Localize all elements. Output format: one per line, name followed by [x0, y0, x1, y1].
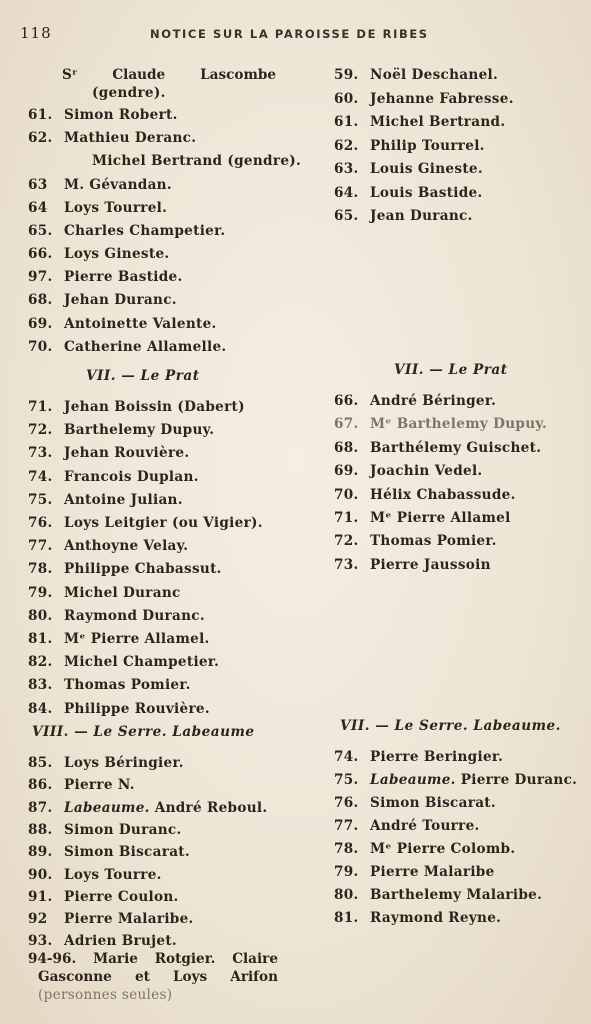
- entry-name: Simon Biscarat.: [370, 795, 496, 811]
- list-entry: [334, 113, 505, 131]
- entry-name: Philippe Rouvière.: [64, 700, 210, 717]
- entry-name: Francois Duplan.: [64, 468, 199, 485]
- entry-number: 76.: [28, 515, 53, 531]
- list-entry: [28, 910, 194, 928]
- word: Marie: [93, 951, 138, 967]
- entry-number: 71.: [28, 399, 53, 415]
- list-entry: [334, 392, 496, 410]
- section-heading: VII. — Le Prat: [86, 368, 200, 384]
- list-entry: [334, 509, 511, 527]
- entry-number: 80.: [28, 607, 53, 624]
- entry-name: Pierre Bastide.: [64, 269, 183, 285]
- entry-number: 72.: [28, 422, 53, 439]
- entry-name: Loys Tourre.: [64, 866, 162, 883]
- entry-name: Thomas Pomier.: [64, 677, 191, 694]
- entry-name: Mathieu Deranc.: [64, 130, 197, 146]
- word: Gasconne: [38, 969, 112, 985]
- list-entry: [334, 184, 483, 202]
- entry-number: 62.: [28, 130, 53, 146]
- entry-name: Noël Deschanel.: [370, 67, 499, 83]
- page-number: 118: [20, 24, 52, 42]
- entry-name: Antoinette Valente.: [64, 316, 217, 332]
- entry-number: 85.: [28, 755, 53, 771]
- entry-name: Loys Béringier.: [64, 755, 184, 771]
- list-entry: [334, 817, 480, 835]
- entry-number: 79.: [28, 584, 53, 601]
- word: Rotgier.: [154, 951, 216, 967]
- word: Claire: [232, 951, 278, 967]
- list-entry: [334, 748, 503, 766]
- entry-name: Thomas Pomier.: [370, 533, 497, 550]
- list-entry: [62, 66, 276, 84]
- entry-name: Loys Gineste.: [64, 246, 170, 262]
- entry-number: 75.: [28, 491, 53, 508]
- entry-name: Philip Tourrel.: [370, 137, 485, 154]
- word: et: [134, 969, 150, 985]
- entry-number: 75.: [334, 772, 359, 788]
- entry-number: 82.: [28, 654, 53, 671]
- entry-name: André Béringer.: [370, 393, 497, 409]
- entry-name: Simon Duranc.: [64, 821, 182, 838]
- entry-name: Loys Leitgier (ou Vigier).: [64, 515, 263, 531]
- entry-number: 68.: [334, 439, 359, 456]
- list-entry: [334, 439, 541, 457]
- section-heading: VII. — Le Serre. Labeaume.: [340, 718, 561, 734]
- list-entry: [28, 776, 135, 794]
- entry-number: 59.: [334, 67, 359, 83]
- entry-name: Mᵉ Barthelemy Dupuy.: [370, 416, 548, 433]
- entry-name: Michel Bertrand.: [370, 114, 506, 130]
- entry-number: 70.: [28, 339, 53, 355]
- entry-name: André Reboul.: [149, 799, 268, 816]
- running-title: NOTICE SUR LA PAROISSE DE RIBES: [150, 27, 429, 41]
- entry-number: 90.: [28, 866, 53, 883]
- list-entry: [334, 909, 501, 927]
- word: Sʳ: [62, 67, 78, 83]
- entry-number: 80.: [334, 887, 359, 903]
- entry-name: Adrien Brujet.: [64, 933, 177, 950]
- entry-name: Raymond Reyne.: [370, 910, 502, 926]
- entry-name: Raymond Duranc.: [64, 607, 205, 624]
- list-entry: [28, 584, 181, 602]
- list-entry: [28, 843, 190, 861]
- list-entry: [334, 462, 482, 480]
- entry-number: 65.: [28, 223, 53, 239]
- entry-name: Philippe Chabassut.: [64, 561, 222, 578]
- entry-name: Michel Bertrand (gendre).: [92, 153, 302, 169]
- entry-number: 60.: [334, 90, 359, 107]
- list-entry: [334, 794, 496, 812]
- list-entry: [334, 863, 495, 881]
- entry-name: Mᵉ Pierre Allamel.: [64, 631, 210, 647]
- entry-name: Louis Bastide.: [370, 184, 483, 201]
- entry-name: Loys Tourrel.: [64, 200, 168, 216]
- entry-name: [62, 66, 276, 84]
- entry-name: Michel Duranc: [64, 584, 181, 601]
- list-entry: [334, 532, 497, 550]
- entry-name: Pierre Duranc.: [455, 772, 578, 788]
- list-entry: [28, 176, 172, 194]
- entry-number: 78.: [28, 561, 53, 578]
- entry-name: Mᵉ Pierre Colomb.: [370, 841, 516, 857]
- list-entry: [28, 129, 196, 147]
- entry-name: Pierre Beringier.: [370, 749, 504, 765]
- entry-number: 74.: [28, 468, 53, 485]
- entry-name: Pierre N.: [64, 777, 135, 794]
- entry-number: 66.: [334, 393, 359, 409]
- entry-number: 77.: [334, 818, 359, 834]
- entry-number: 76.: [334, 795, 359, 811]
- list-entry: [28, 932, 177, 950]
- list-entry: [28, 199, 167, 217]
- entry-number: 64.: [334, 184, 359, 201]
- entry-number: 79.: [334, 864, 359, 880]
- entry-number: 91.: [28, 888, 53, 905]
- entry-number: 72.: [334, 533, 359, 550]
- entry-name: Pierre Coulon.: [64, 888, 179, 905]
- entry-number: 93.: [28, 933, 53, 950]
- word: Loys: [173, 969, 208, 985]
- entry-name: Pierre Malaribe.: [64, 911, 194, 928]
- entry-name: M. Gévandan.: [64, 177, 172, 193]
- entry-name: Barthelemy Dupuy.: [64, 422, 215, 439]
- entry-number: 81.: [334, 910, 359, 926]
- entry-name: Charles Champetier.: [64, 223, 226, 239]
- list-entry: [28, 607, 205, 625]
- entry-number: 78.: [334, 841, 359, 857]
- list-entry: [28, 291, 177, 309]
- entry-number: 70.: [334, 486, 359, 503]
- entry-name: Hélix Chabassude.: [370, 486, 516, 503]
- list-entry: [28, 676, 191, 694]
- list-entry: [334, 66, 498, 84]
- entry-number: 77.: [28, 538, 53, 555]
- list-entry: [28, 444, 189, 462]
- entry-number: 62.: [334, 137, 359, 154]
- entry-note: (personnes seules): [38, 987, 173, 1003]
- entry-name: Anthoyne Velay.: [64, 538, 189, 555]
- entry-name: Jehan Duranc.: [64, 292, 177, 308]
- entry-number: 69.: [334, 463, 359, 480]
- list-entry: [28, 866, 162, 884]
- entry-name: Pierre Jaussoin: [370, 556, 491, 573]
- entry-place: Labeaume.: [370, 772, 456, 788]
- list-entry: [28, 152, 301, 170]
- list-entry: [334, 207, 473, 225]
- list-entry: [28, 560, 222, 578]
- entry-number: 73.: [334, 556, 359, 573]
- list-entry: [334, 137, 485, 155]
- list-entry: [334, 486, 516, 504]
- list-entry: [334, 415, 547, 433]
- entry-number: 66.: [28, 246, 53, 262]
- entry-number: 69.: [28, 316, 53, 332]
- list-entry: [28, 514, 263, 532]
- word: Lascombe: [200, 67, 276, 83]
- entry-name: Jehan Boissin (Dabert): [64, 399, 245, 415]
- list-entry-note: [38, 986, 172, 1004]
- entry-name: Simon Robert.: [64, 107, 178, 123]
- entry-number: 84.: [28, 700, 53, 717]
- list-entry: [28, 821, 181, 839]
- list-entry: [28, 338, 226, 356]
- entry-name: André Tourre.: [370, 818, 480, 834]
- list-entry: [28, 468, 199, 486]
- entry-place: Labeaume.: [64, 799, 150, 816]
- list-entry: [334, 840, 515, 858]
- section-heading: VII. — Le Prat: [394, 362, 508, 378]
- list-entry: [28, 888, 179, 906]
- list-entry: [28, 421, 214, 439]
- entry-name: Antoine Julian.: [64, 491, 183, 508]
- entry-number: 64: [28, 200, 48, 216]
- list-entry: [28, 537, 188, 555]
- entry-number: 81.: [28, 631, 53, 647]
- entry-number: 68.: [28, 292, 53, 308]
- entry-number: 87.: [28, 799, 53, 816]
- entry-number: 97.: [28, 269, 53, 285]
- entry-name: Pierre Malaribe: [370, 864, 495, 880]
- list-entry: [334, 556, 491, 574]
- entry-number: 63.: [334, 161, 359, 177]
- entry-number: 71.: [334, 510, 359, 526]
- list-entry: [28, 106, 178, 124]
- list-entry: [334, 771, 577, 789]
- list-entry: [28, 630, 210, 648]
- entry-number: 61.: [334, 114, 359, 130]
- entry-name: Barthélemy Guischet.: [370, 439, 542, 456]
- entry-name: Jean Duranc.: [370, 208, 473, 224]
- entry-name: Mᵉ Pierre Allamel: [370, 510, 511, 526]
- entry-name: (gendre).: [92, 85, 166, 101]
- word: Claude: [112, 67, 166, 83]
- list-entry: [28, 653, 219, 671]
- list-entry: [28, 491, 183, 509]
- list-entry: [28, 245, 169, 263]
- list-entry: [28, 398, 245, 416]
- list-entry: [28, 700, 210, 718]
- list-entry: [28, 950, 278, 968]
- entry-number: 94-96.: [28, 951, 77, 967]
- list-entry: [28, 84, 166, 102]
- entry-name: Michel Champetier.: [64, 654, 220, 671]
- entry-number: 67.: [334, 416, 359, 433]
- entry-number: 61.: [28, 107, 53, 123]
- list-entry: [334, 160, 483, 178]
- list-entry: [28, 222, 225, 240]
- entry-number: 83.: [28, 677, 53, 694]
- entry-number: 73.: [28, 445, 53, 462]
- entry-number: 86.: [28, 777, 53, 794]
- entry-number: 74.: [334, 749, 359, 765]
- entry-name: Louis Gineste.: [370, 161, 483, 177]
- entry-number: 63: [28, 177, 48, 193]
- entry-number: 88.: [28, 821, 53, 838]
- section-heading: VIII. — Le Serre. Labeaume: [32, 724, 255, 740]
- page-header: [0, 24, 591, 46]
- list-entry: [334, 886, 542, 904]
- list-entry: [28, 268, 183, 286]
- list-entry: [28, 315, 217, 333]
- word: Arifon: [230, 969, 278, 985]
- entry-name: Catherine Allamelle.: [64, 339, 227, 355]
- list-entry-continued: [38, 968, 278, 986]
- entry-number: 89.: [28, 844, 53, 861]
- list-entry: [28, 799, 267, 817]
- entry-name: Jehan Rouvière.: [64, 445, 190, 462]
- entry-name: Joachin Vedel.: [370, 463, 483, 480]
- entry-name: Simon Biscarat.: [64, 844, 190, 861]
- entry-name: Barthelemy Malaribe.: [370, 887, 543, 903]
- entry-name: Jehanne Fabresse.: [370, 90, 514, 107]
- entry-number: 65.: [334, 208, 359, 224]
- list-entry: [28, 754, 184, 772]
- entry-number: 92: [28, 911, 48, 928]
- list-entry: [334, 90, 514, 108]
